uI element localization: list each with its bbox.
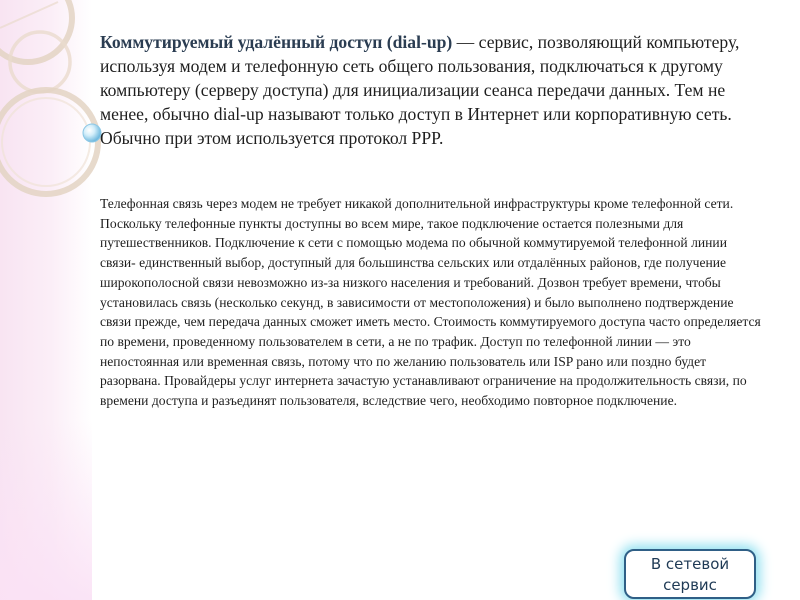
slide-content	[100, 30, 762, 411]
ring-inner	[2, 98, 90, 186]
deco-line	[0, 2, 58, 28]
intro-paragraph	[100, 30, 762, 150]
band-gradient-fade	[0, 420, 92, 600]
ring-large	[0, 90, 98, 194]
bubble	[83, 124, 101, 142]
details-paragraph: Телефонная связь через модем не требует никакой дополнительной инфраструктуры кроме телефонной сети. Поскольку телефонные пункты доступны во всем мире, такое подключение остается полезными для путешественников. Подключение к сети с помощью модема по обычной коммутируемой телефонной линии связи- единственный выбор, доступный для большинства сельских или отдалённых районов, где получение широкополосной связи невозможно из-за низкого населения и требований. Дозвон требует времени, чтобы установилась связь (несколько секунд, в зависимости от местоположения) и было выполнено подтверждение связи прежде, чем передача данных сможет иметь место. Стоимость коммутируемого доступа часто определяется по времени, проведенному пользователем в сети, а не по трафик. Доступ по телефонной линии — это непостоянная или временная связь, потому что по желанию пользователь или ISP рано или поздно будет разорвана. Провайдеры услуг интернета зачастую устанавливают ограничение на продолжительность связи, по времени доступа и разъединят пользователя, вследствие чего, необходимо повторное подключение.	[100, 196, 761, 409]
term-definition: — сервис, позволяющий компьютеру, используя модем и телефонную сеть общего пользования, подключаться к другому компьютеру (серверу доступа) для инициализации сеанса передачи данных. Тем не менее, обычно dial-up называют только доступ в Интернет или корпоративную сеть. Обычно при этом используется протокол PPP.	[100, 32, 740, 148]
network-service-button[interactable]: В сетевой сервис	[624, 549, 756, 599]
term-dial-up: Коммутируемый удалённый доступ (dial-up)	[100, 32, 453, 52]
